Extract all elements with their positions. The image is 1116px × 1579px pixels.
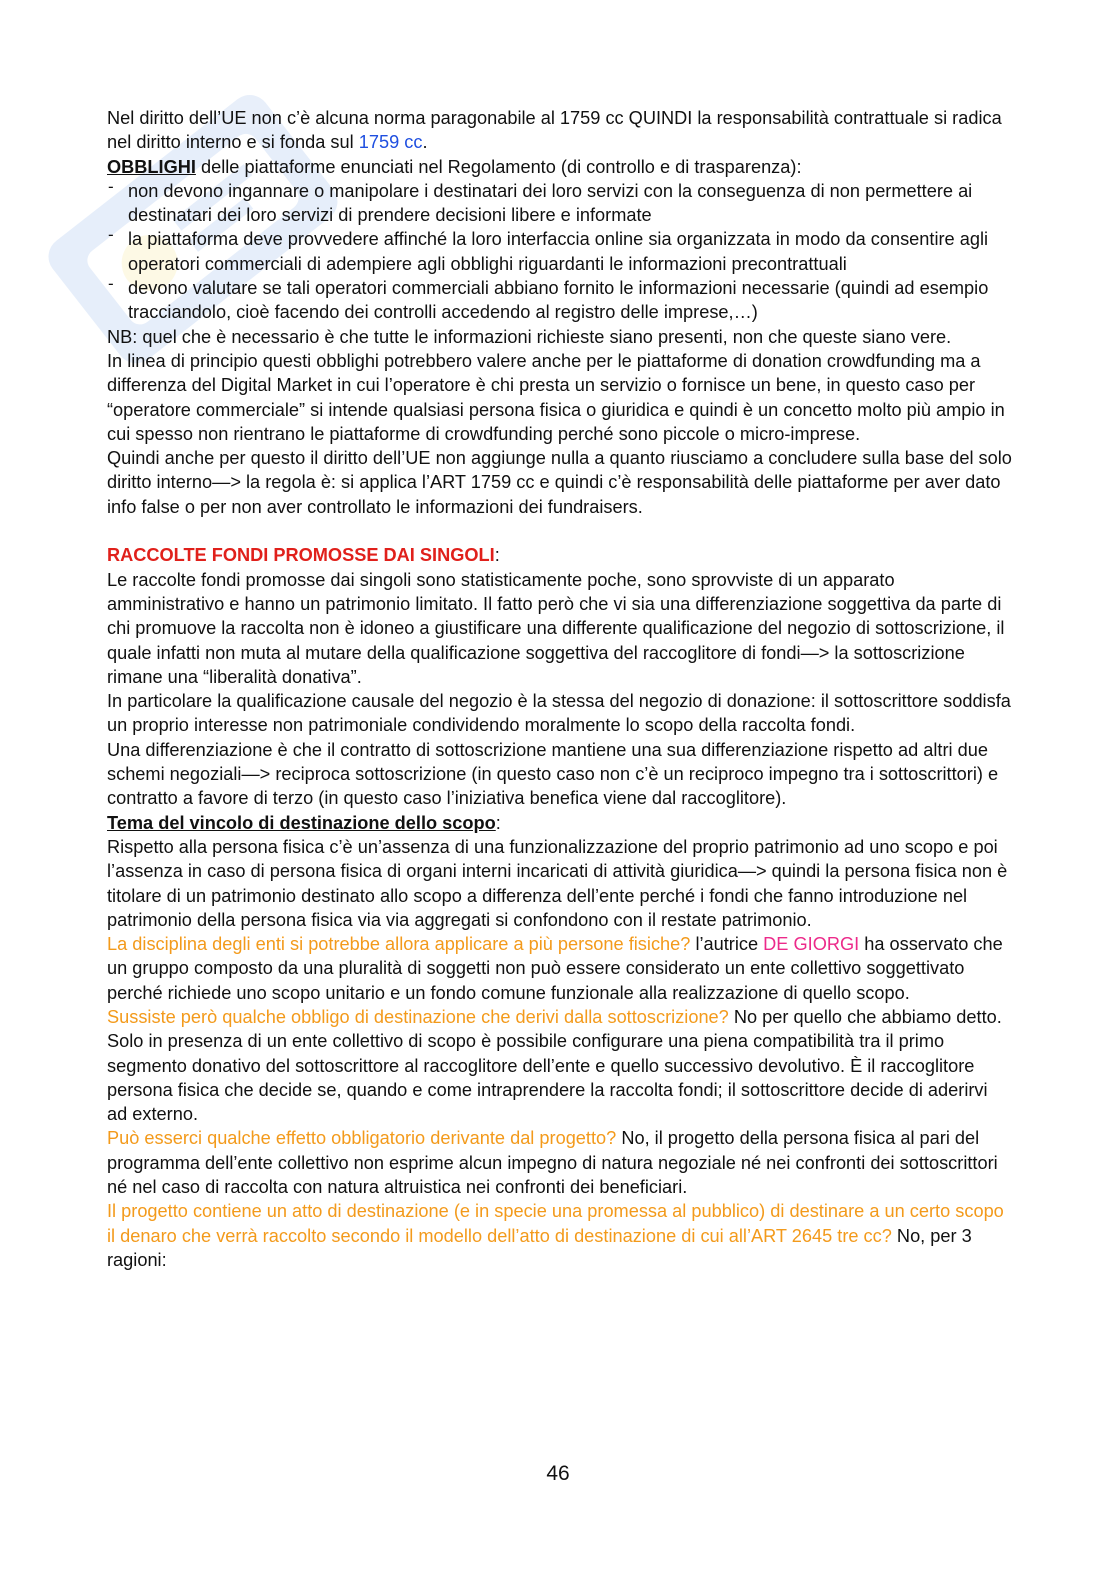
qa-4: Il progetto contiene un atto di destinazione (e in specie una promessa al pubblico) di destinare a un certo scopo il denaro che verrà raccolto secondo il modello dell’atto di destinazione di cui all’ART 2645 tre cc? No, per 3 ragioni: (107, 1201, 1004, 1270)
obligations-list (107, 179, 1012, 325)
paragraph-linea: In linea di principio questi obblighi potrebbero valere anche per le piattaforme di donation crowdfunding ma a differenza del Digital Market in cui l’operatore è chi presta un servizio o fornisce un bene, in questo caso per “operatore commerciale” si intende qualsiasi persona fisica o giuridica e quindi è un concetto molto più ampio in cui spesso non rientrano le piattaforme di crowdfunding perché sono piccole o micro-imprese. (107, 350, 1005, 444)
qa-3: Può esserci qualche effetto obbligatorio derivante dal progetto? No, il progetto della persona fisica al pari del programma dell’ente collettivo non esprime alcun impegno di natura negoziale né nei confronti dei sottoscrittori né nel caso di raccolta con natura altruistica nei confronti dei beneficiari. (107, 1128, 998, 1198)
question-1: La disciplina degli enti si potrebbe allora applicare a più persone fisiche? (107, 934, 691, 955)
paragraph-rispetto: Rispetto alla persona fisica c’è un’assenza di una funzionalizzazione del proprio patrimonio ad uno scopo e poi l’assenza in caso di persona fisica di organi interni incaricati di attività giuridica—> quindi la persona fisica non è titolare di un patrimonio destinato allo scopo a differenza dell’ente perché i fondi che fanno introduzione nel patrimonio della persona fisica via via aggregati si confondono con il restate patrimonio. (107, 836, 1008, 930)
list-item: - la piattaforma deve provvedere affinché la loro interfaccia online sia organizzata in modo da consentire agli operatori commerciali di adempiere agli obblighi riguardanti le informazioni precontrattuali (107, 227, 1012, 276)
tema-label: Tema del vincolo di destinazione dello scopo (107, 812, 496, 833)
page-number: 46 (546, 1462, 570, 1485)
paragraph-raccolte: Le raccolte fondi promosse dai singoli sono statisticamente poche, sono sprovviste di un apparato amministrativo e hanno un patrimonio limitato. Il fatto però che vi sia una differenziazione soggettiva da parte di chi promuove la raccolta non è idoneo a giustificare una differente qualificazione del negozio di sottoscrizione, il quale infatti non muta al mutare della qualificazione soggettiva del raccoglitore di fondi—> la sottoscrizione rimane una “liberalità donativa”. (107, 569, 1005, 687)
qa-1: La disciplina degli enti si potrebbe allora applicare a più persone fisiche? l’autrice DE GIORGI ha osservato che un gruppo composto da una pluralità di soggetti non può essere considerato un ente collettivo soggettivato perché richiede uno scopo unitario e un fondo comune funzionale alla realizzazione di quello scopo. (107, 934, 1003, 1003)
document-body (107, 106, 1012, 1272)
paragraph-ue: Nel diritto dell’UE non c’è alcuna norma paragonabile al 1759 cc QUINDI la responsabilità contrattuale si radica nel diritto interno e si fonda sul 1759 cc. (107, 108, 1002, 153)
section-heading: RACCOLTE FONDI PROMOSSE DAI SINGOLI: (107, 545, 500, 566)
list-item: - non devono ingannare o manipolare i destinatari dei loro servizi con la conseguenza di non permettere ai destinatari dei loro servizi di prendere decisioni libere e informate (107, 179, 1012, 228)
reference-1759-cc: 1759 cc (358, 132, 423, 153)
paragraph-quindi: Quindi anche per questo il diritto dell’UE non aggiunge nulla a quanto riusciamo a concludere sulla base del solo diritto interno—> la regola è: si applica l’ART 1759 cc e quindi c’è responsabilità delle piattaforme per aver dato info false o per non aver controllato le informazioni dei fundraisers. (107, 448, 1012, 517)
list-item: - devono valutare se tali operatori commerciali abbiano fornito le informazioni necessarie (quindi ad esempio tracciandolo, cioè facendo dei controlli accedendo al registro delle imprese,…) (107, 276, 1012, 325)
question-3: Può esserci qualche effetto obbligatorio derivante dal progetto? (107, 1128, 617, 1149)
obblighi-label: OBBLIGHI (107, 156, 196, 177)
paragraph-obblighi: OBBLIGHI delle piattaforme enunciati nel Regolamento (di controllo e di trasparenza): (107, 156, 802, 177)
paragraph-nb: NB: quel che è necessario è che tutte le informazioni richieste siano presenti, non che queste siano vere. (107, 326, 952, 347)
paragraph-particolare: In particolare la qualificazione causale del negozio è la stessa del negozio di donazione: il sottoscrittore soddisfa un proprio interesse non patrimoniale condividendo moralmente lo scopo della raccolta fondi. (107, 691, 1011, 736)
question-4: Il progetto contiene un atto di destinazione (e in specie una promessa al pubblico) di destinare a un certo scopo il denaro che verrà raccolto secondo il modello dell’atto di destinazione di cui all’ART 2645 tre cc? (107, 1201, 1004, 1246)
author-name: DE GIORGI (763, 934, 860, 955)
qa-2: Sussiste però qualche obbligo di destinazione che derivi dalla sottoscrizione? No per quello che abbiamo detto. Solo in presenza di un ente collettivo di scopo è possibile configurare una piena compatibilità tra il primo segmento donativo del sottoscrittore al raccoglitore dell’ente e quello successivo devolutivo. È il raccoglitore persona fisica che decide se, quando e come intraprendere la raccolta fondi; il sottoscrittore decide di aderirvi ad externo. (107, 1006, 1002, 1125)
paragraph-differenziazione: Una differenziazione è che il contratto di sottoscrizione mantiene una sua differenziazione rispetto ad altri due schemi negoziali—> reciproca sottoscrizione (in questo caso non c’è un reciproco impegno tra i sottoscrittori) e contratto a favore di terzo (in questo caso l’iniziativa benefica viene dal raccoglitore). (107, 739, 999, 809)
heading-raccolte: RACCOLTE FONDI PROMOSSE DAI SINGOLI (107, 545, 495, 566)
subheading-tema: Tema del vincolo di destinazione dello scopo: (107, 812, 501, 833)
question-2: Sussiste però qualche obbligo di destinazione che derivi dalla sottoscrizione? (107, 1006, 729, 1027)
